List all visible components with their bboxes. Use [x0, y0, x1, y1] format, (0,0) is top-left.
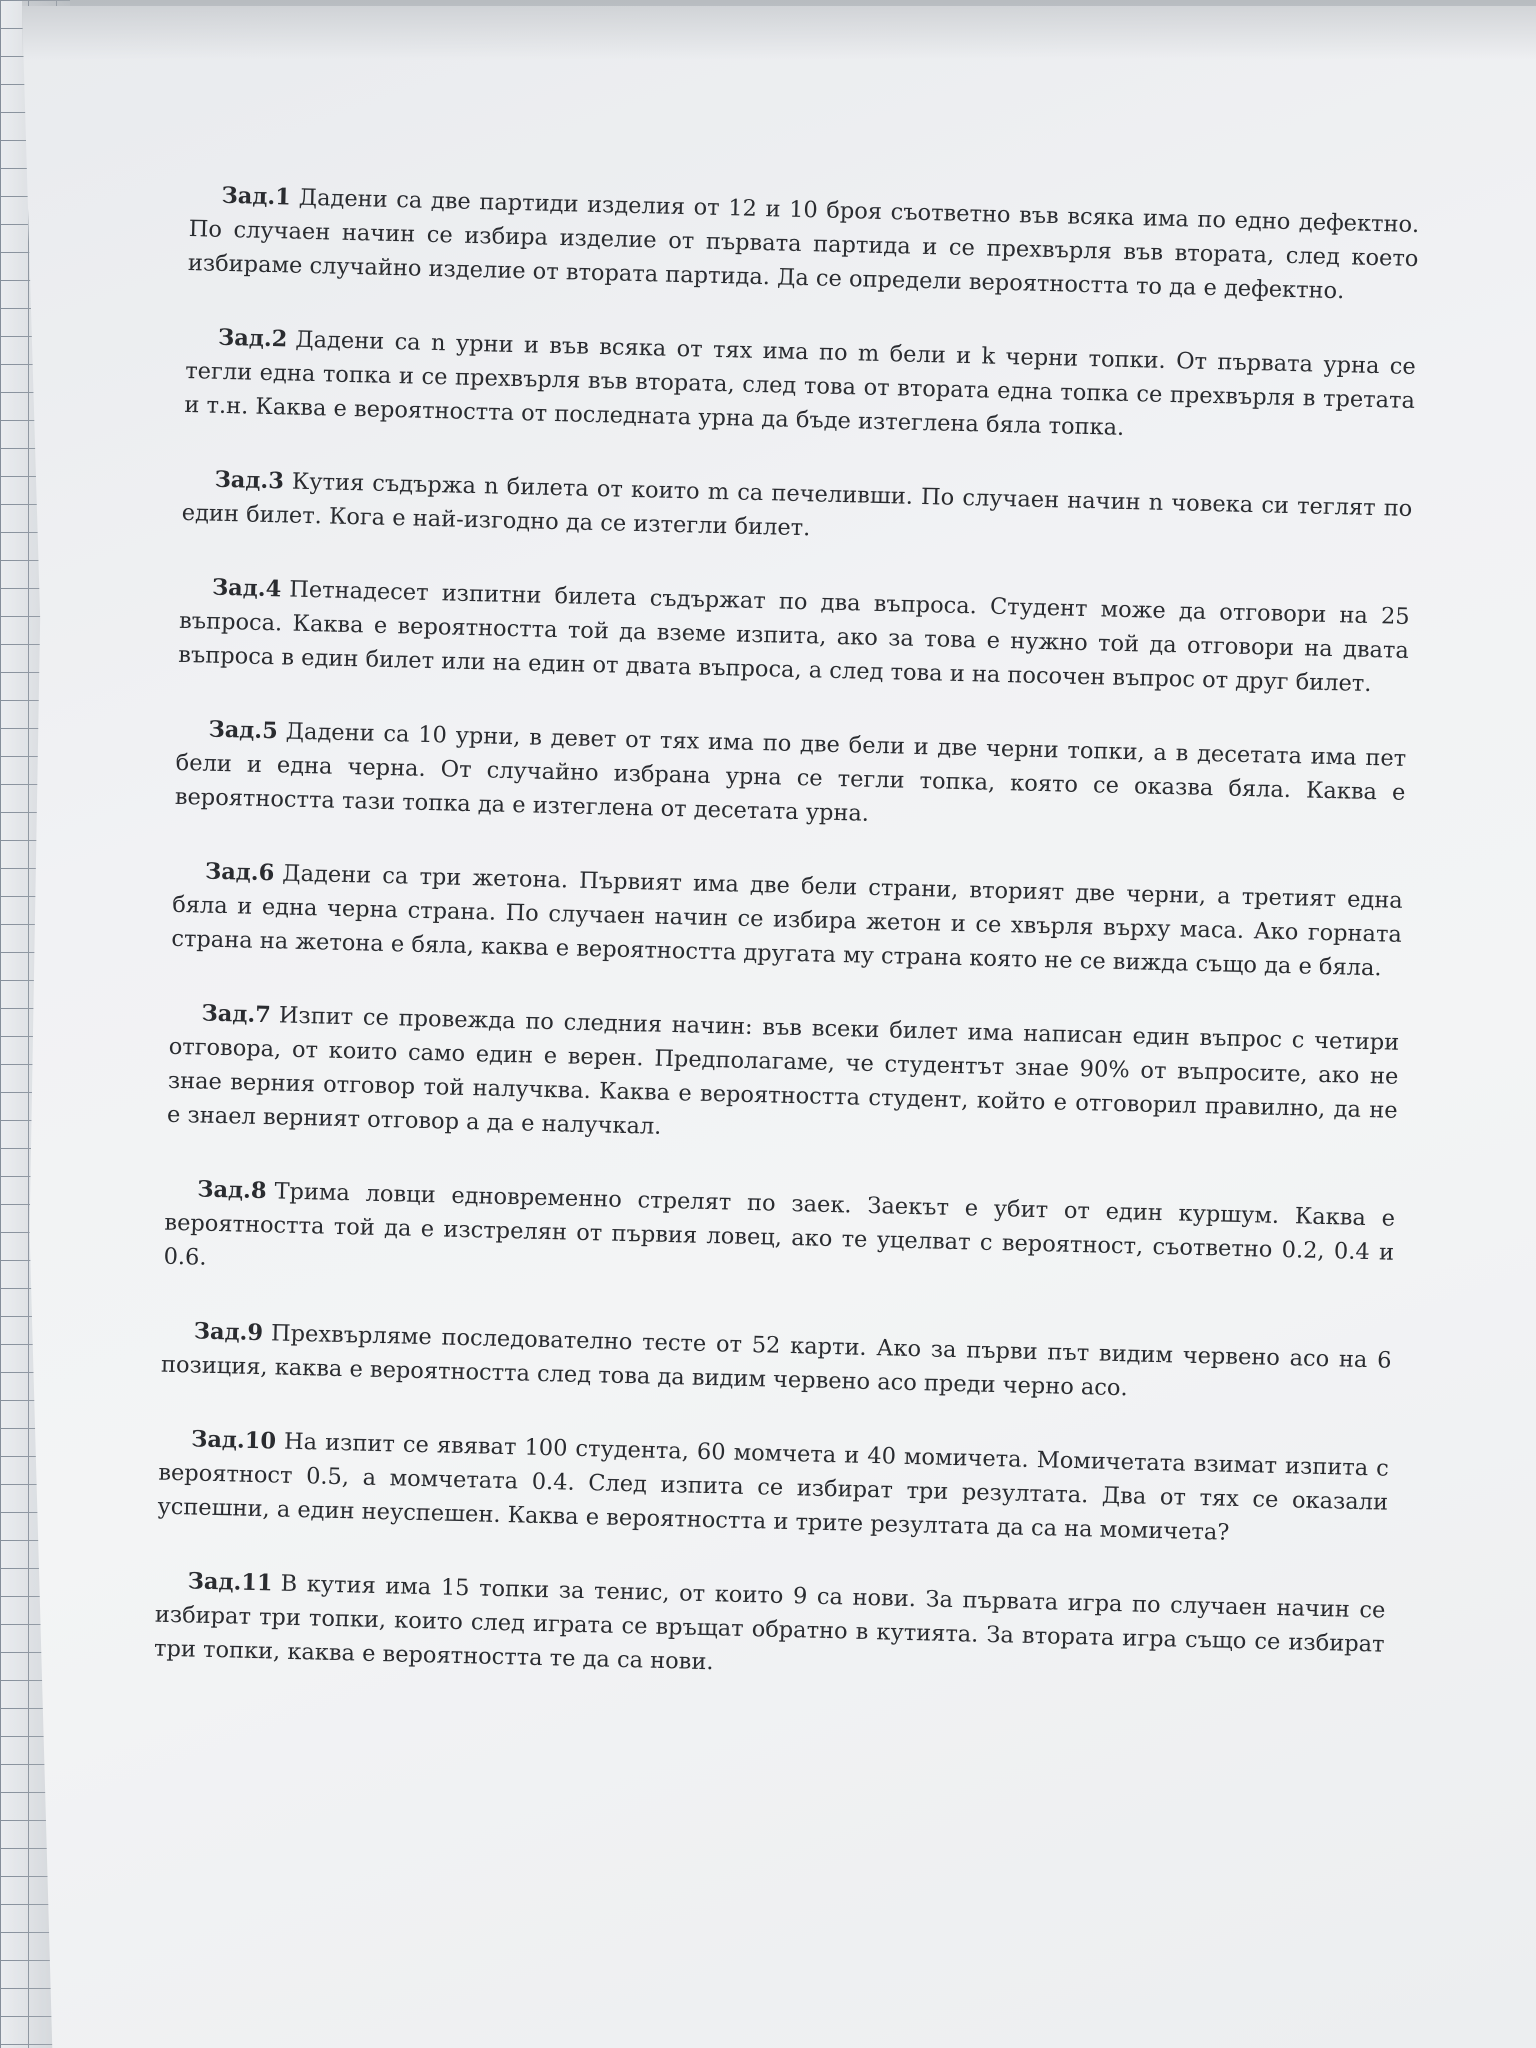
problem-text: Трима ловци едновременно стрелят по заек. Заекът е убит от един куршум. Каква е вероятността той да е изстрелян от първия ловец, ако те уцелват с вероятност, съответно 0.2, 0.4 и 0.6.	[163, 1178, 1396, 1271]
problem-11	[154, 1564, 1386, 1696]
problem-label: Зад.8	[196, 1176, 267, 1205]
problem-label: Зад.7	[201, 1000, 272, 1029]
problem-text: Дадени са три жетона. Първият има две бели страни, вторият две черни, а третият една бяла и една черна страна. По случаен начин се избира жетон и се хвърля върху маса. Ако горната страна на жетона е бяла, каква е вероятността другата му страна която не се вижда също да е бяла.	[171, 860, 1404, 982]
problem-4	[178, 570, 1410, 702]
problem-2	[184, 320, 1416, 452]
problem-label: Зад.4	[211, 574, 282, 603]
problem-text: Кутия съдържа n билета от които m са печеливши. По случаен начин n човека си теглят по един билет. Кога е най-изгодно да се изтегли билет.	[181, 468, 1413, 542]
problem-10	[157, 1422, 1389, 1554]
problem-label: Зад.11	[187, 1568, 273, 1597]
problem-text: Дадени са 10 урни, в девет от тях има по две бели и две черни топки, а в десетата има пет бели и една черна. От случайно избрана урна се тегли топка, която се оказва бяла. Каква е вероятността тази топка да е изтеглена от десетата урна.	[174, 718, 1407, 827]
problem-3	[181, 462, 1412, 560]
problem-8	[163, 1172, 1395, 1304]
problem-text: В кутия има 15 топки за тенис, от които 9 са нови. За първата игра по случаен начин се избират три топки, които след играта се връщат обратно в кутията. За втората игра също се избират три топки, каква е вероятността те да са нови.	[153, 1570, 1386, 1676]
problem-text: Изпит се провежда по следния начин: във всеки билет има написан един въпрос с четири отговора, от които само един е верен. Предполагаме, че студентът знае 90% от въпросите, ако не знае верния отговор той налучква. Каква е вероятността студент, който е отговорил правилно, да не е знаел верният отговор а да е налучкал.	[166, 1002, 1400, 1140]
problem-5	[174, 712, 1406, 844]
problem-label: Зад.1	[221, 182, 292, 211]
problem-text: Дадени са две партиди изделия от 12 и 10 броя съответно във всяка има по едно дефектно. По случаен начин се избира изделие от първата партида и се прехвърля във втората, след което избираме случайно изделие от втората партида. Да се определи вероятността то да е дефектно.	[187, 184, 1420, 305]
problem-text: На изпит се явяват 100 студента, 60 момчета и 40 момичета. Момичетата взимат изпита с вероятност 0.5, а момчетата 0.4. След изпита се избират три резултата. Два от тях се оказали успешни, а един неуспешен. Каква е вероятността и трите резултата да са на момичета?	[157, 1428, 1390, 1546]
problem-label: Зад.9	[193, 1318, 264, 1347]
problem-6	[171, 854, 1403, 986]
problem-label: Зад.6	[204, 858, 275, 887]
problem-text: Петнадесет изпитни билета съдържат по два въпроса. Студент може да отговори на 25 въпроса. Каква е вероятността той да вземе изпита, ако за това е нужно той да отговори на двата въпроса в един билет или на един от двата въпроса, а след това и на посочен въпрос от друг билет.	[178, 576, 1410, 698]
problem-label: Зад.10	[190, 1426, 277, 1455]
problem-list	[153, 178, 1420, 1736]
sheet-shadow	[22, 0, 1536, 60]
problem-9	[161, 1314, 1392, 1412]
problem-label: Зад.5	[208, 716, 279, 745]
problem-text: Прехвърляме последователно тесте от 52 карти. Ако за първи път видим червено асо на 6 позиция, каква е вероятността след това да видим червено асо преди черно асо.	[160, 1320, 1392, 1402]
problem-label: Зад.3	[214, 466, 285, 495]
problem-label: Зад.2	[217, 324, 288, 353]
problem-7	[167, 996, 1400, 1162]
problem-text: Дадени са n урни и във всяка от тях има по m бели и k черни топки. От първата урна се тегли една топка и се прехвърля във втората, след това от втората една топка се прехвърля в третата и т.н. Каква е вероятността от последната урна да бъде изтеглена бяла топка.	[184, 326, 1417, 441]
